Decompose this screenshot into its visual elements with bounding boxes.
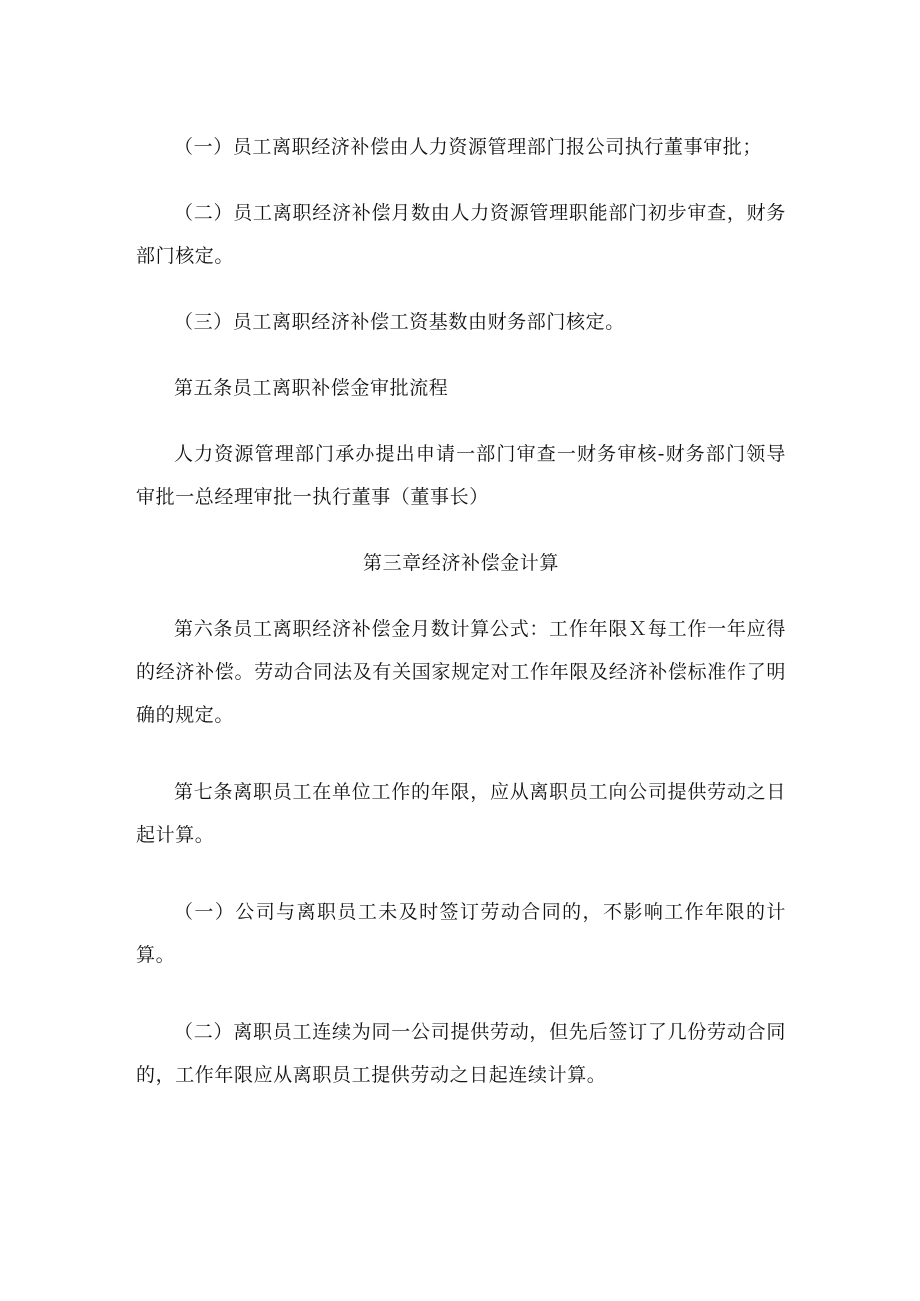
document-body — [136, 126, 786, 1097]
chapter-3-heading: 第三章经济补偿金计算 — [362, 552, 559, 574]
paragraph-approval-item-3: （三）员工离职经济补偿工资基数由财务部门核定。 — [174, 311, 625, 333]
article-6-text: 第六条员工离职经济补偿金月数计算公式：工作年限Ｘ每工作一年应得的经济补偿。劳动合同法及有关国家规定对工作年限及经济补偿标准作了明确的规定。 — [136, 618, 786, 726]
paragraph-approval-item-2: （二）员工离职经济补偿月数由人力资源管理职能部门初步审查，财务部门核定。 — [136, 202, 786, 267]
article-5-heading: 第五条员工离职补偿金审批流程 — [174, 377, 449, 399]
article-7-item-1: （一）公司与离职员工未及时签订劳动合同的，不影响工作年限的计算。 — [136, 901, 786, 966]
article-7-item-2: （二）离职员工连续为同一公司提供劳动，但先后签订了几份劳动合同的，工作年限应从离职员工提供劳动之日起连续计算。 — [136, 1021, 786, 1086]
paragraph-approval-item-1: （一）员工离职经济补偿由人力资源管理部门报公司执行董事审批； — [174, 136, 763, 158]
article-7-text: 第七条离职员工在单位工作的年限，应从离职员工向公司提供劳动之日起计算。 — [136, 781, 786, 846]
approval-process-text: 人力资源管理部门承办提出申请一部门审查一财务审核-财务部门领导审批一总经理审批一执行董事（董事长） — [136, 443, 786, 508]
